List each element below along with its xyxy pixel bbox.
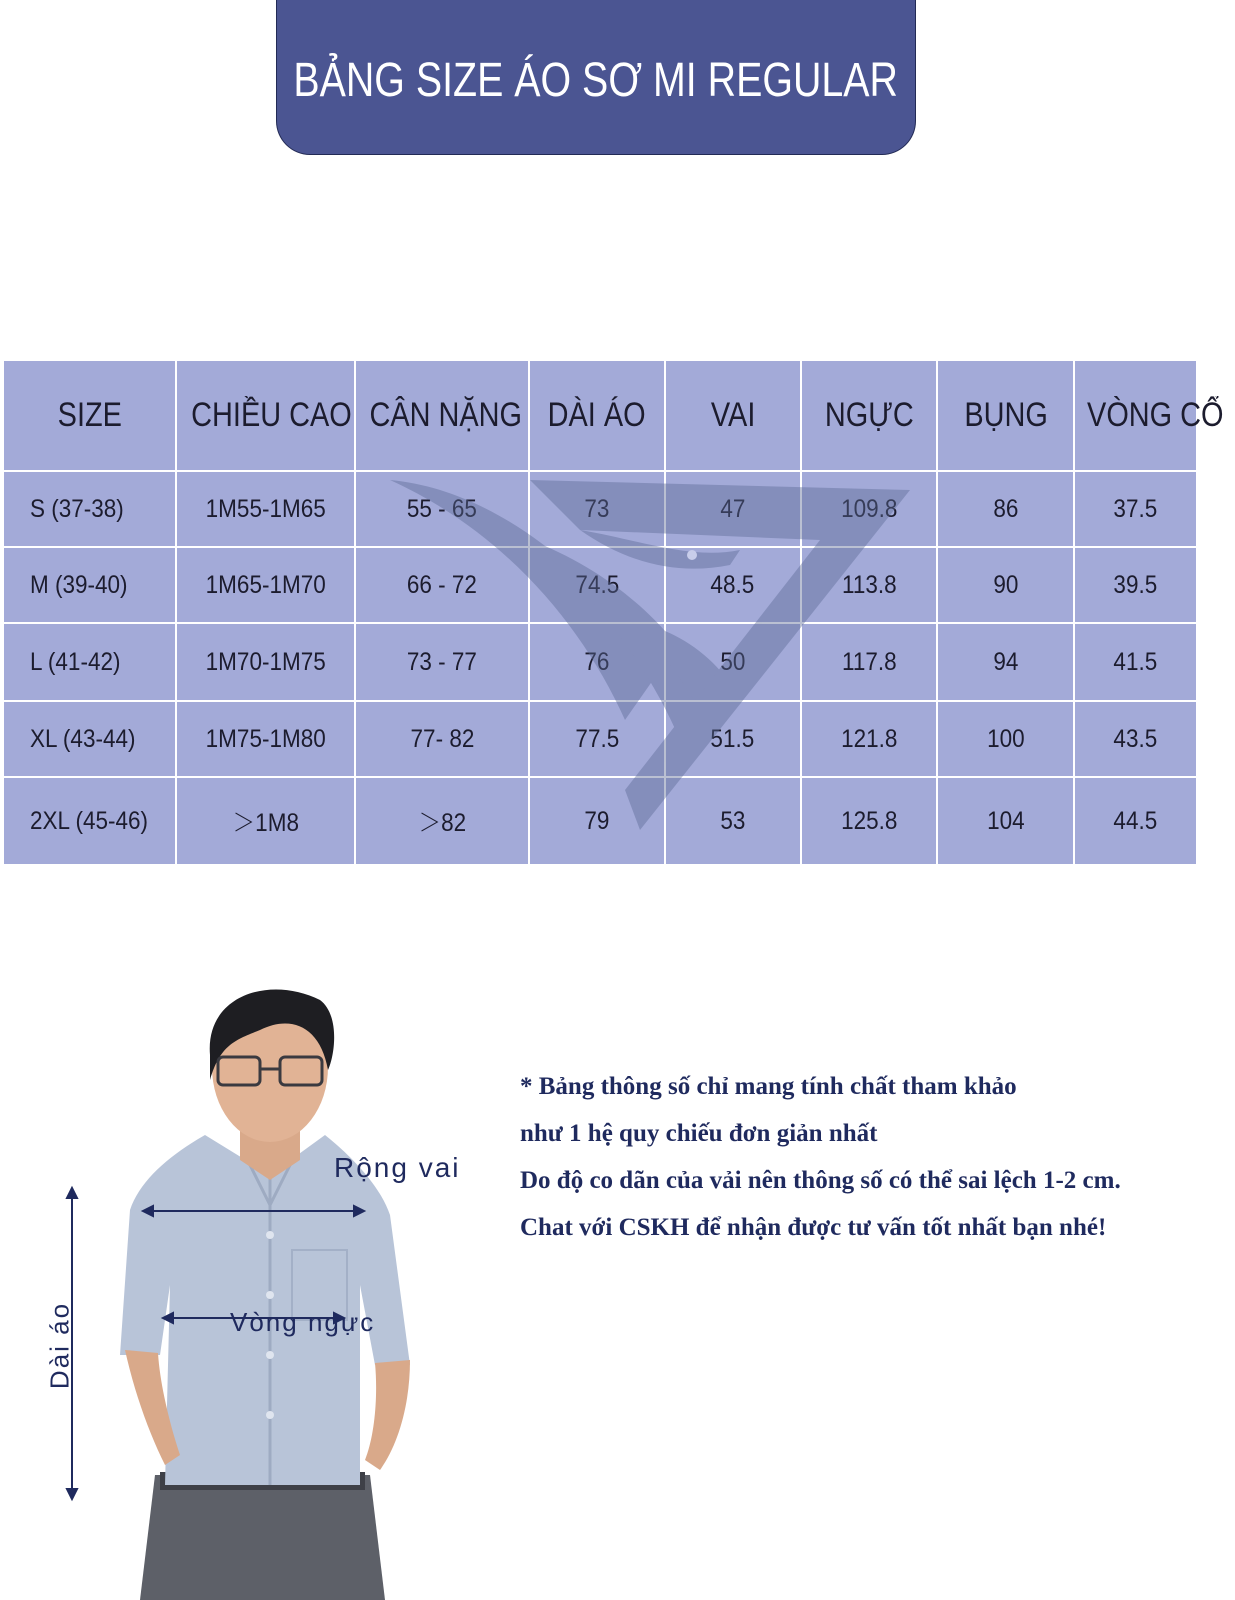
cell-height: 1M65-1M70	[176, 547, 354, 623]
cell-shirt-length: 74.5	[529, 547, 664, 623]
cell-weight: ＞82	[355, 777, 529, 864]
cell-size: M (39-40)	[4, 547, 176, 623]
table-row	[4, 547, 1196, 623]
cell-shoulder: 48.5	[665, 547, 801, 623]
note-line: như 1 hệ quy chiếu đơn giản nhất	[520, 1120, 878, 1147]
cell-height: 1M55-1M65	[176, 471, 354, 547]
header-size: SIZE	[4, 361, 176, 471]
label-chest: Vòng ngực	[230, 1307, 376, 1337]
cell-shoulder: 50	[665, 623, 801, 701]
note-line: Do độ co dãn của vải nên thông số có thể sai lệch 1-2 cm.	[520, 1167, 1121, 1194]
cell-weight: 66 - 72	[355, 547, 529, 623]
cell-waist: 100	[937, 701, 1073, 777]
cell-waist: 86	[937, 471, 1073, 547]
cell-chest: 113.8	[801, 547, 937, 623]
label-shirt-length: Dài áo	[44, 1301, 75, 1390]
cell-neck: 44.5	[1113, 806, 1158, 835]
cell-chest: 117.8	[801, 623, 937, 701]
cell-shirt-length: 79	[529, 777, 664, 864]
cell-waist: 104	[937, 777, 1073, 864]
pants	[140, 1475, 385, 1600]
cell-shoulder: 53	[665, 777, 801, 864]
cell-shirt-length: 73	[529, 471, 664, 547]
title-banner	[276, 0, 916, 155]
notes-block	[520, 1063, 1200, 1251]
cell-height: ＞1M8	[176, 777, 354, 864]
label-shoulder-width: Rộng vai	[334, 1152, 461, 1183]
table-row	[4, 471, 1196, 547]
cell-shoulder: 51.5	[665, 701, 801, 777]
cell-neck: 37.5	[1074, 471, 1196, 547]
note-line: Chat với CSKH để nhận được tư vấn tốt nhất bạn nhé!	[520, 1214, 1107, 1241]
cell-neck: 41.5	[1074, 623, 1196, 701]
table-header-row	[4, 361, 1196, 471]
cell-height: 1M75-1M80	[176, 701, 354, 777]
cell-size: L (41-42)	[4, 623, 176, 701]
header-shoulder: VAI	[665, 361, 801, 471]
cell-weight: 55 - 65	[355, 471, 529, 547]
cell-chest: 121.8	[801, 701, 937, 777]
cell-weight: 73 - 77	[355, 623, 529, 701]
cell-shoulder: 47	[665, 471, 801, 547]
header-weight: CÂN NẶNG	[355, 361, 529, 471]
header-waist: BỤNG	[937, 361, 1073, 471]
header-shirt-length: DÀI ÁO	[529, 361, 664, 471]
page-title: BẢNG SIZE ÁO SƠ MI REGULAR	[293, 53, 899, 107]
size-table	[4, 361, 1224, 864]
cell-height: 1M70-1M75	[176, 623, 354, 701]
cell-size: S (37-38)	[4, 471, 176, 547]
header-chest: NGỰC	[801, 361, 937, 471]
table-row	[4, 777, 1196, 864]
table-row	[4, 623, 1196, 701]
cell-shirt-length: 77.5	[529, 701, 664, 777]
cell-weight: 77- 82	[355, 701, 529, 777]
cell-waist: 94	[937, 623, 1073, 701]
cell-neck: 39.5	[1074, 547, 1196, 623]
header-height: CHIỀU CAO	[176, 361, 354, 471]
cell-shirt-length: 76	[529, 623, 664, 701]
cell-size: XL (43-44)	[4, 701, 176, 777]
cell-size: 2XL (45-46)	[4, 777, 176, 864]
model-illustration	[30, 985, 490, 1600]
cell-chest: 109.8	[801, 471, 937, 547]
table-row	[4, 701, 1196, 777]
cell-waist: 90	[937, 547, 1073, 623]
cell-chest: 125.8	[801, 777, 937, 864]
header-neck: VÒNG CỔ	[1074, 361, 1196, 471]
cell-neck: 43.5	[1074, 701, 1196, 777]
note-line: * Bảng thông số chỉ mang tính chất tham khảo	[520, 1073, 1017, 1100]
